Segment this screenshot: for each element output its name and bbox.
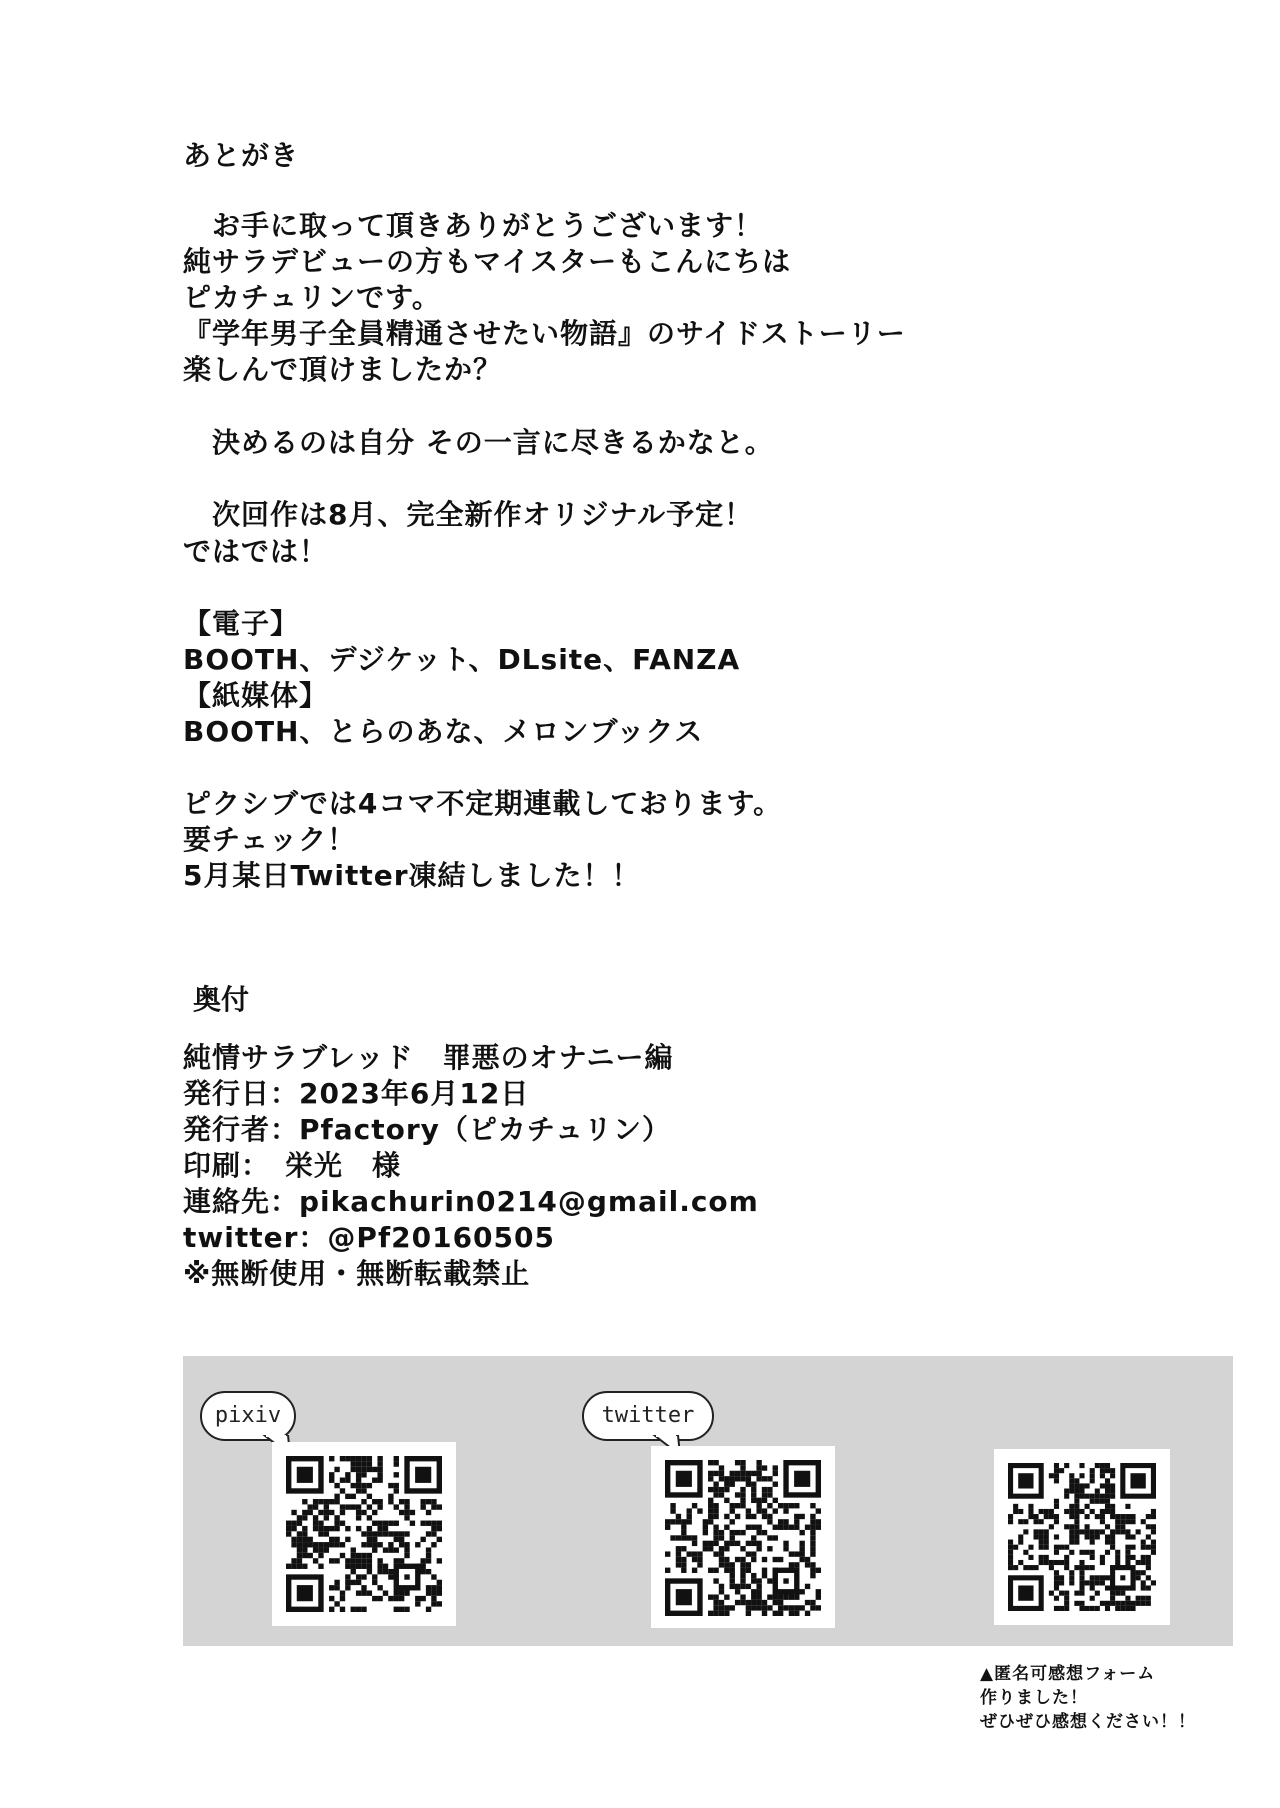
afterword-line: ではでは！ (183, 535, 329, 568)
feedback-note-line: ▲匿名可感想フォーム (980, 1664, 1156, 1684)
colophon-twitter-line: twitter：@Pf20160505 (183, 1221, 555, 1254)
afterword-line: 純サラデビューの方もマイスターもこんにちは (183, 245, 792, 278)
afterword-line: 5月某日Twitter凍結しました！！ (183, 859, 641, 892)
feedback-qr-icon (1008, 1463, 1156, 1611)
pixiv-speech-bubble (200, 1391, 296, 1441)
feedback-note-line: ぜひぜひ感想ください！！ (980, 1712, 1196, 1732)
pixiv-qr-icon (286, 1456, 442, 1612)
afterword-line: 次回作は8月、完全新作オリジナル予定！ (183, 498, 754, 531)
twitter-qr-icon (665, 1460, 821, 1616)
colophon-contact-line: 連絡先：pikachurin0214@gmail.com (183, 1185, 759, 1218)
colophon-date-line: 発行日：2023年6月12日 (183, 1077, 530, 1110)
afterword-line: お手に取って頂きありがとうございます！ (183, 209, 764, 242)
twitter-bubble-label: twitter (601, 1403, 695, 1428)
afterword-line: BOOTH、とらのあな、メロンブックス (183, 715, 704, 748)
colophon-title-line: 純情サラブレッド 罪悪のオナニー編 (183, 1041, 674, 1074)
pixiv-bubble-label: pixiv (214, 1403, 282, 1428)
colophon-printer-line: 印刷： 栄光 様 (183, 1149, 402, 1182)
pixiv-qr-code[interactable] (272, 1442, 456, 1626)
twitter-speech-bubble (582, 1391, 714, 1441)
colophon-heading: 奥付 (193, 983, 250, 1016)
afterword-line: 【紙媒体】 (183, 679, 329, 712)
colophon-publisher-line: 発行者：Pfactory（ピカチュリン） (183, 1113, 672, 1146)
feedback-note-line: 作りました！ (980, 1688, 1088, 1708)
afterword-heading: あとがき (183, 139, 300, 172)
afterword-line: 『学年男子全員精通させたい物語』のサイドストーリー (183, 317, 906, 350)
twitter-qr-code[interactable] (651, 1446, 835, 1628)
afterword-line: BOOTH、デジケット、DLsite、FANZA (183, 643, 741, 676)
feedback-form-qr-code[interactable] (994, 1449, 1170, 1625)
afterword-line: 【電子】 (183, 607, 300, 640)
afterword-line: ピクシブでは4コマ不定期連載しております。 (183, 787, 783, 820)
afterword-line: 決めるのは自分 その一言に尽きるかなと。 (183, 426, 774, 459)
afterword-line: 要チェック！ (183, 823, 357, 856)
afterword-line: ピカチュリンです。 (183, 281, 441, 314)
colophon-notice-line: ※無断使用・無断転載禁止 (183, 1257, 531, 1290)
afterword-line: 楽しんで頂けましたか？ (183, 353, 503, 386)
